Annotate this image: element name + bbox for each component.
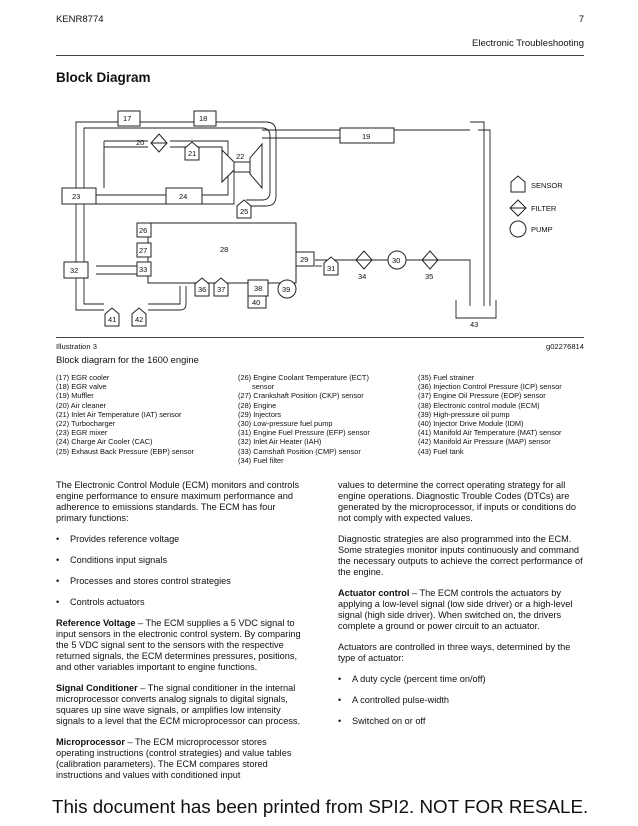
legend-item: (43) Fuel tank [418, 446, 464, 456]
legend-column-3 [418, 373, 588, 456]
legend-item: (17) EGR cooler [56, 373, 110, 382]
legend-item: (33) Camshaft Position (CMP) sensor [238, 446, 361, 456]
legend-item: (37) Engine Oil Pressure (EOP) sensor [418, 391, 546, 401]
list-item: • Processes and stores control strategies [56, 576, 231, 586]
strategy-paragraph: values to determine the correct operating strategy for all engine operations. Diagnostic Trouble Codes (DTCs) are generated by the microprocessor, if inputs or conditions do not comply with expected values. [338, 480, 576, 523]
actuator-control-paragraph: Actuator control – The ECM controls the actuators by applying a low-level signal (low side driver) or a high-level signal (high side driver). When switched on, the drivers complete a ground or power circuit to an actuator. [338, 588, 573, 631]
legend-item: (39) High-pressure oil pump [418, 409, 510, 419]
label-21: 21 [188, 149, 197, 158]
footer-notice: This document has been printed from SPI2. NOT FOR RESALE. [52, 796, 589, 817]
label-37: 37 [217, 285, 226, 294]
label-33: 33 [139, 265, 148, 274]
legend-item: (24) Charge Air Cooler (CAC) [56, 437, 153, 447]
key-sensor: SENSOR [531, 181, 563, 190]
legend-item: (19) Muffler [56, 391, 94, 401]
legend-item: (25) Exhaust Back Pressure (EBP) sensor [56, 446, 195, 456]
page-title: Block Diagram [56, 70, 151, 85]
label-35: 35 [425, 272, 434, 281]
label-30: 30 [392, 256, 401, 265]
legend-item: (36) Injection Control Pressure (ICP) sensor [418, 382, 562, 392]
label-18: 18 [199, 114, 208, 123]
label-40: 40 [252, 298, 261, 307]
legend-item: (40) Injector Drive Module (IDM) [418, 419, 524, 429]
doc-id: KENR8774 [56, 14, 104, 25]
body-left-column [56, 480, 302, 791]
label-42: 42 [135, 315, 144, 324]
legend-item: (35) Fuel strainer [418, 373, 475, 382]
legend-item: (31) Engine Fuel Pressure (EFP) sensor [238, 428, 370, 438]
list-item: • Provides reference voltage [56, 534, 180, 544]
legend-item: (23) EGR mixer [56, 428, 108, 438]
key-filter: FILTER [531, 204, 557, 213]
legend-item: (28) Engine [238, 400, 277, 410]
legend-item: (42) Manifold Air Pressure (MAP) sensor [418, 437, 551, 447]
label-31: 31 [327, 264, 336, 273]
legend-item: (38) Electronic control module (ECM) [418, 400, 540, 410]
list-item: • A duty cycle (percent time on/off) [338, 674, 486, 684]
legend-item: (32) Inlet Air Heater (IAH) [238, 437, 322, 447]
list-item: • A controlled pulse-width [338, 695, 450, 705]
legend-column-2 [238, 373, 414, 465]
microprocessor-paragraph: Microprocessor – The ECM microprocessor stores operating instructions (control strategies) and value tables (calibration parameters). The ECM compares stored instructions and values with conditioned input [56, 737, 292, 780]
label-22: 22 [236, 152, 245, 161]
label-36: 36 [198, 285, 207, 294]
legend-item: sensor [252, 382, 275, 392]
label-28: 28 [220, 245, 229, 254]
label-39: 39 [282, 285, 291, 294]
label-20: 20 [136, 138, 145, 147]
legend-item: (20) Air cleaner [56, 400, 107, 410]
list-item: • Conditions input signals [56, 555, 168, 565]
legend-item: (27) Crankshaft Position (CKP) sensor [238, 391, 364, 401]
legend-column-1 [56, 373, 232, 456]
intro-paragraph: The Electronic Control Module (ECM) monitors and controls engine performance to ensure maximum performance and adherence to emissions standards. The ECM has four primary functions: [56, 480, 300, 523]
legend-item: (34) Fuel filter [238, 455, 284, 465]
label-26: 26 [139, 226, 148, 235]
label-24: 24 [179, 192, 188, 201]
label-34: 34 [358, 272, 367, 281]
label-27: 27 [139, 246, 148, 255]
legend-item: (26) Engine Coolant Temperature (ECT) [238, 373, 369, 382]
signal-conditioner-paragraph: Signal Conditioner – The signal conditioner in the internal microprocessor converts analog signals to digital signals, squares up sine wave signals, or amplifies low intensity signals to a level that the ECM microprocessor can process. [56, 683, 301, 726]
label-29: 29 [300, 255, 309, 264]
page-number: 7 [578, 14, 584, 25]
label-41: 41 [108, 315, 117, 324]
illustration-code: g02276814 [545, 342, 584, 351]
illustration-label: Illustration 3 [56, 342, 97, 351]
legend-item: (29) Injectors [238, 409, 282, 419]
diagram-rule [56, 337, 584, 338]
diagnostic-paragraph: Diagnostic strategies are also programmed into the ECM. Some strategies monitor inputs continuously and command the necessary outputs to achieve the correct performance of the engine. [338, 534, 583, 577]
label-43: 43 [470, 320, 479, 329]
illustration-caption: Block diagram for the 1600 engine [56, 354, 199, 365]
legend-item: (30) Low-pressure fuel pump [238, 419, 333, 429]
label-19: 19 [362, 132, 371, 141]
body-right-column [338, 480, 584, 737]
legend-item: (18) EGR valve [56, 382, 107, 392]
legend-item: (21) Inlet Air Temperature (IAT) sensor [56, 409, 182, 419]
header-rule [56, 55, 584, 56]
section-title: Electronic Troubleshooting [472, 38, 584, 49]
reference-voltage-paragraph: Reference Voltage – The ECM supplies a 5 VDC signal to input sensors in the electronic control system. By comparing the 5 VDC signal sent to the sensors with the respective returned signals, the ECM determines pressures, positions, and other variables important to engine functions. [56, 618, 301, 672]
label-17: 17 [123, 114, 132, 123]
label-25: 25 [240, 207, 249, 216]
legend-item: (22) Turbocharger [56, 419, 116, 429]
list-item: • Switched on or off [338, 716, 426, 726]
label-23: 23 [72, 192, 81, 201]
block-diagram [0, 100, 638, 340]
label-32: 32 [70, 266, 79, 275]
label-38: 38 [254, 284, 263, 293]
legend-item: (41) Manifold Air Temperature (MAT) sensor [418, 428, 562, 438]
actuator-types-paragraph: Actuators are controlled in three ways, determined by the type of actuator: [338, 642, 571, 663]
key-pump: PUMP [531, 225, 553, 234]
list-item: • Controls actuators [56, 597, 145, 607]
